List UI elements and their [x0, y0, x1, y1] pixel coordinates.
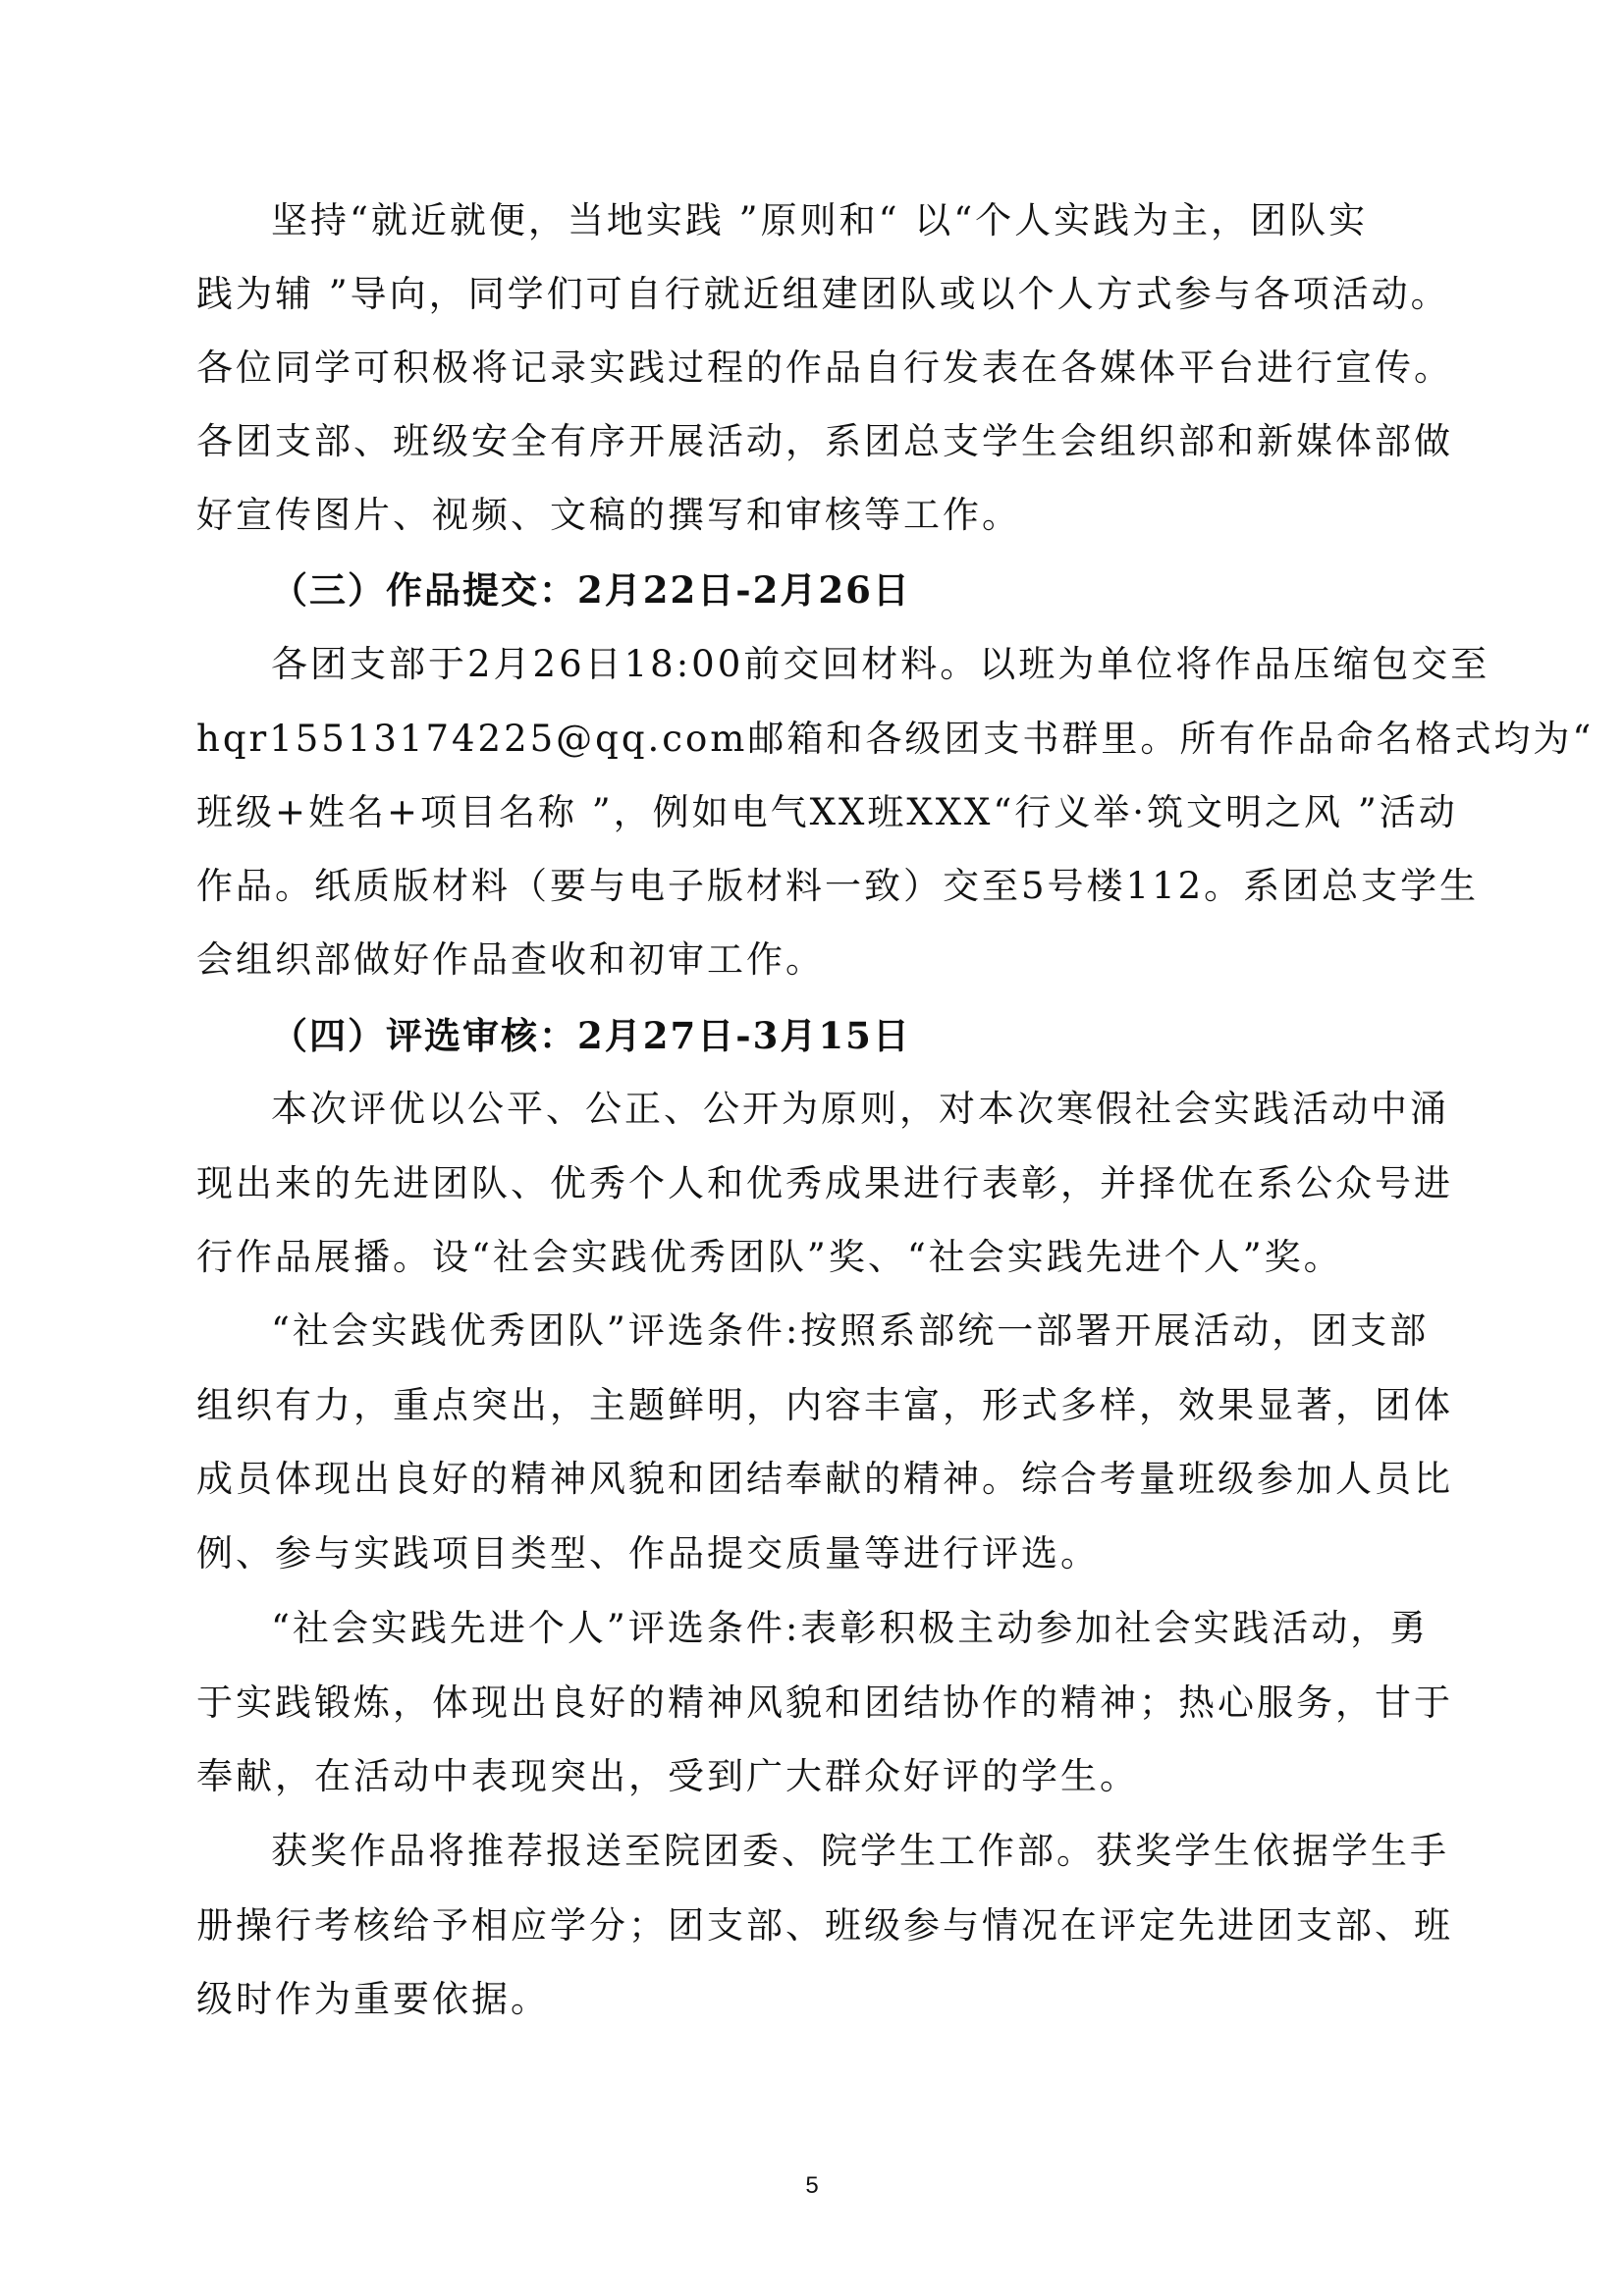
text-line: 践为辅 ”导向，同学们可自行就近组建团队或以个人方式参与各项活动。	[196, 273, 1450, 315]
text-line: 好宣传图片、视频、文稿的撰写和审核等工作。	[196, 494, 1021, 536]
text-line: hqr15513174225@qq.com邮箱和各级团支书群里。所有作品命名格式均为“	[196, 718, 1595, 760]
text-line: 于实践锻炼，体现出良好的精神风貌和团结协作的精神；热心服务，甘于	[196, 1682, 1453, 1724]
text-line: 班级+姓名+项目名称 ”，例如电气XX班XXX“行义举·筑文明之风 ”活动	[196, 791, 1458, 833]
text-line: 坚持“就近就便，当地实践 ”原则和“ 以“个人实践为主，团队实	[271, 199, 1369, 241]
text-line: 成员体现出良好的精神风貌和团结奉献的精神。综合考量班级参加人员比	[196, 1458, 1453, 1500]
text-line: 本次评优以公平、公正、公开为原则，对本次寒假社会实践活动中涌	[271, 1088, 1449, 1130]
text-line: “社会实践先进个人”评选条件:表彰积极主动参加社会实践活动，勇	[271, 1607, 1430, 1649]
section-heading: （三）作品提交：2月22日-2月26日	[271, 568, 911, 612]
text-line: 各位同学可积极将记录实践过程的作品自行发表在各媒体平台进行宣传。	[196, 347, 1453, 389]
text-line: 册操行考核给予相应学分；团支部、班级参与情况在评定先进团支部、班	[196, 1904, 1453, 1947]
text-line: 奉献，在活动中表现突出，受到广大群众好评的学生。	[196, 1755, 1139, 1797]
page-number: 5	[805, 2172, 819, 2199]
text-line: “社会实践优秀团队”评选条件:按照系部统一部署开展活动，团支部	[271, 1309, 1430, 1352]
text-line: 各团支部于2月26日18:00前交回材料。以班为单位将作品压缩包交至	[271, 643, 1490, 685]
text-line: 级时作为重要依据。	[196, 1978, 550, 2020]
text-line: 组织有力，重点突出，主题鲜明，内容丰富，形式多样，效果显著，团体	[196, 1384, 1453, 1426]
text-line: 各团支部、班级安全有序开展活动，系团总支学生会组织部和新媒体部做	[196, 420, 1453, 462]
text-line: 获奖作品将推荐报送至院团委、院学生工作部。获奖学生依据学生手	[271, 1830, 1449, 1872]
text-line: 例、参与实践项目类型、作品提交质量等进行评选。	[196, 1532, 1100, 1575]
text-line: 行作品展播。设“社会实践优秀团队”奖、“社会实践先进个人”奖。	[196, 1236, 1343, 1278]
text-line: 作品。纸质版材料（要与电子版材料一致）交至5号楼112。系团总支学生	[196, 865, 1480, 907]
section-heading: （四）评选审核：2月27日-3月15日	[271, 1014, 911, 1057]
text-line: 现出来的先进团队、优秀个人和优秀成果进行表彰，并择优在系公众号进	[196, 1162, 1453, 1204]
text-line: 会组织部做好作品查收和初审工作。	[196, 938, 825, 981]
